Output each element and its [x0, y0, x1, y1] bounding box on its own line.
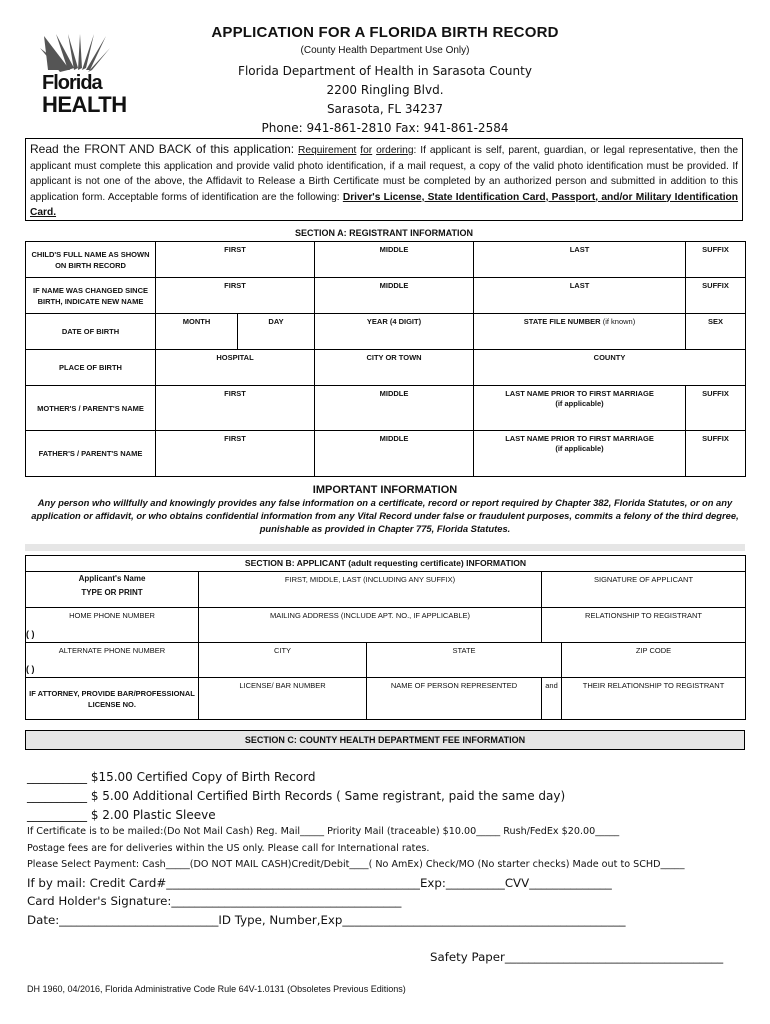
date-id-line[interactable]: Date:___________________________ID Type, Number,Exp________________________________________________ — [27, 913, 626, 927]
child-first-field[interactable]: FIRST — [156, 242, 315, 278]
fee-certified-copy: __________ $15.00 Certified Copy of Birth Record — [27, 770, 316, 784]
postage-note: Postage fees are for deliveries within the US only. Please call for International rates. — [27, 843, 430, 854]
relationship-field[interactable]: RELATIONSHIP TO REGISTRANT — [542, 608, 746, 643]
logo-text-health: HEALTH — [42, 92, 127, 117]
sex-field[interactable]: SEX — [686, 314, 746, 350]
req-word-3: ordering — [376, 145, 414, 156]
section-b-grid — [25, 555, 745, 720]
child-suffix-field[interactable]: SUFFIX — [686, 242, 746, 278]
applicant-name-label: Applicant's Name TYPE OR PRINT — [26, 572, 199, 608]
child-middle-field[interactable]: MIDDLE — [315, 242, 474, 278]
section-b-heading: SECTION B: APPLICANT (adult requesting certificate) INFORMATION — [26, 556, 746, 572]
county-field[interactable]: COUNTY — [474, 350, 746, 386]
important-heading: IMPORTANT INFORMATION — [312, 484, 458, 496]
acceptable-ids: Driver's License, State Identification Card, Passport, and/or Military Identification Card. — [30, 191, 739, 218]
instructions-lead: Read the FRONT AND BACK of this application: — [30, 142, 295, 156]
and-label: and — [542, 678, 562, 720]
license-field[interactable]: LICENSE/ BAR NUMBER — [199, 678, 367, 720]
instructions-body: : If applicant is self, parent, guardian, or legal representative, then the applicant must complete this application and provide valid photo identification, if a mail request, a copy of the valid photo identification must be provided. If applicant is not one of the above, the Affidavit to Release a Birth Certificate must be completed by an authorized person and submitted in addition to this application form. Acceptable forms of identification are the following: — [30, 145, 738, 203]
fee-additional-copies: __________ $ 5.00 Additional Certified Birth Records ( Same registrant, paid the same day) — [27, 789, 566, 803]
their-relationship-field[interactable]: THEIR RELATIONSHIP TO REGISTRANT — [562, 678, 746, 720]
req-word-1: Requirement — [298, 145, 357, 156]
applicant-name-field[interactable]: FIRST, MIDDLE, LAST (INCLUDING ANY SUFFIX) — [199, 572, 542, 608]
logo-text-florida: Florida — [42, 72, 102, 94]
mailing-address-field[interactable]: MAILING ADDRESS (INCLUDE APT. NO., IF APPLICABLE) — [199, 608, 542, 643]
new-first-field[interactable]: FIRST — [156, 278, 315, 314]
mother-first-field[interactable]: FIRST — [156, 386, 315, 431]
req-word-2: for — [360, 145, 373, 156]
state-field[interactable]: STATE — [367, 643, 562, 678]
page-title: APPLICATION FOR A FLORIDA BIRTH RECORD — [211, 24, 559, 41]
father-suffix-field[interactable]: SUFFIX — [686, 431, 746, 477]
pob-label: PLACE OF BIRTH — [26, 350, 156, 386]
zip-field[interactable]: ZIP CODE — [562, 643, 746, 678]
mother-middle-field[interactable]: MIDDLE — [315, 386, 474, 431]
new-last-field[interactable]: LAST — [474, 278, 686, 314]
section-a-heading: SECTION A: REGISTRANT INFORMATION — [295, 228, 473, 238]
city-field[interactable]: CITY — [199, 643, 367, 678]
mother-label: MOTHER'S / PARENT'S NAME — [26, 386, 156, 431]
changed-name-label: IF NAME WAS CHANGED SINCE BIRTH, INDICATE NEW NAME — [26, 278, 156, 314]
city-town-field[interactable]: CITY OR TOWN — [315, 350, 474, 386]
person-represented-field[interactable]: NAME OF PERSON REPRESENTED — [367, 678, 542, 720]
new-suffix-field[interactable]: SUFFIX — [686, 278, 746, 314]
home-phone-field[interactable]: HOME PHONE NUMBER ( ) — [26, 608, 199, 643]
card-holder-signature-line[interactable]: Card Holder's Signature:_______________________________________ — [27, 894, 402, 908]
dob-year-field[interactable]: YEAR (4 DIGIT) — [315, 314, 474, 350]
section-c-heading: SECTION C: COUNTY HEALTH DEPARTMENT FEE INFORMATION — [25, 730, 745, 750]
fee-plastic-sleeve: __________ $ 2.00 Plastic Sleeve — [27, 808, 216, 822]
signature-field[interactable]: SIGNATURE OF APPLICANT — [542, 572, 746, 608]
child-last-field[interactable]: LAST — [474, 242, 686, 278]
dob-day-field[interactable]: DAY — [238, 314, 315, 350]
state-file-field[interactable]: STATE FILE NUMBER (if known) — [474, 314, 686, 350]
page-subtitle: (County Health Department Use Only) — [300, 45, 470, 56]
attorney-label: IF ATTORNEY, PROVIDE BAR/PROFESSIONAL LICENSE NO. — [26, 678, 199, 720]
child-name-label: CHILD'S FULL NAME AS SHOWN ON BIRTH RECORD — [26, 242, 156, 278]
instructions-box — [25, 138, 743, 221]
mother-suffix-field[interactable]: SUFFIX — [686, 386, 746, 431]
safety-paper-line: Safety Paper_____________________________________ — [430, 950, 724, 964]
dept-phone: Phone: 941-861-2810 Fax: 941-861-2584 — [261, 121, 509, 135]
important-text: Any person who willfully and knowingly provides any false information on a certificate, record or report required by Chapter 382, Florida Statutes, or on any application or affidavit, or who obtains confidential information from any Vital Record under false or fraudulent purposes, commits a felony of the third degree, punishable as provided in Chapter 775, Florida Statutes. — [31, 497, 739, 534]
hospital-field[interactable]: HOSPITAL — [156, 350, 315, 386]
new-middle-field[interactable]: MIDDLE — [315, 278, 474, 314]
father-middle-field[interactable]: MIDDLE — [315, 431, 474, 477]
dob-label: DATE OF BIRTH — [26, 314, 156, 350]
dept-street: 2200 Ringling Blvd. — [326, 83, 444, 97]
form-footer: DH 1960, 04/2016, Florida Administrative Code Rule 64V-1.0131 (Obsoletes Previous Editions) — [27, 984, 406, 994]
mother-last-field[interactable]: LAST NAME PRIOR TO FIRST MARRIAGE (if applicable) — [474, 386, 686, 431]
father-last-field[interactable]: LAST NAME PRIOR TO FIRST MARRIAGE (if applicable) — [474, 431, 686, 477]
father-label: FATHER'S / PARENT'S NAME — [26, 431, 156, 477]
payment-options: Please Select Payment: Cash_____(DO NOT MAIL CASH)Credit/Debit____( No AmEx) Check/MO (No starter checks) Made out to SCHD_____ — [27, 859, 685, 870]
section-a-grid — [25, 241, 745, 477]
dept-name: Florida Department of Health in Sarasota County — [238, 64, 532, 78]
gray-divider — [25, 544, 745, 551]
dept-city: Sarasota, FL 34237 — [326, 102, 444, 116]
if-known-note: (if known) — [602, 317, 636, 326]
alt-phone-field[interactable]: ALTERNATE PHONE NUMBER ( ) — [26, 643, 199, 678]
father-first-field[interactable]: FIRST — [156, 431, 315, 477]
mail-options: If Certificate is to be mailed:(Do Not Mail Cash) Reg. Mail_____ Priority Mail (traceable) $10.00_____ Rush/FedEx $20.00_____ — [27, 826, 620, 837]
dob-month-field[interactable]: MONTH — [156, 314, 238, 350]
credit-card-line[interactable]: If by mail: Credit Card#___________________________________________Exp:__________CVV______________ — [27, 876, 612, 890]
important-info — [25, 484, 745, 542]
